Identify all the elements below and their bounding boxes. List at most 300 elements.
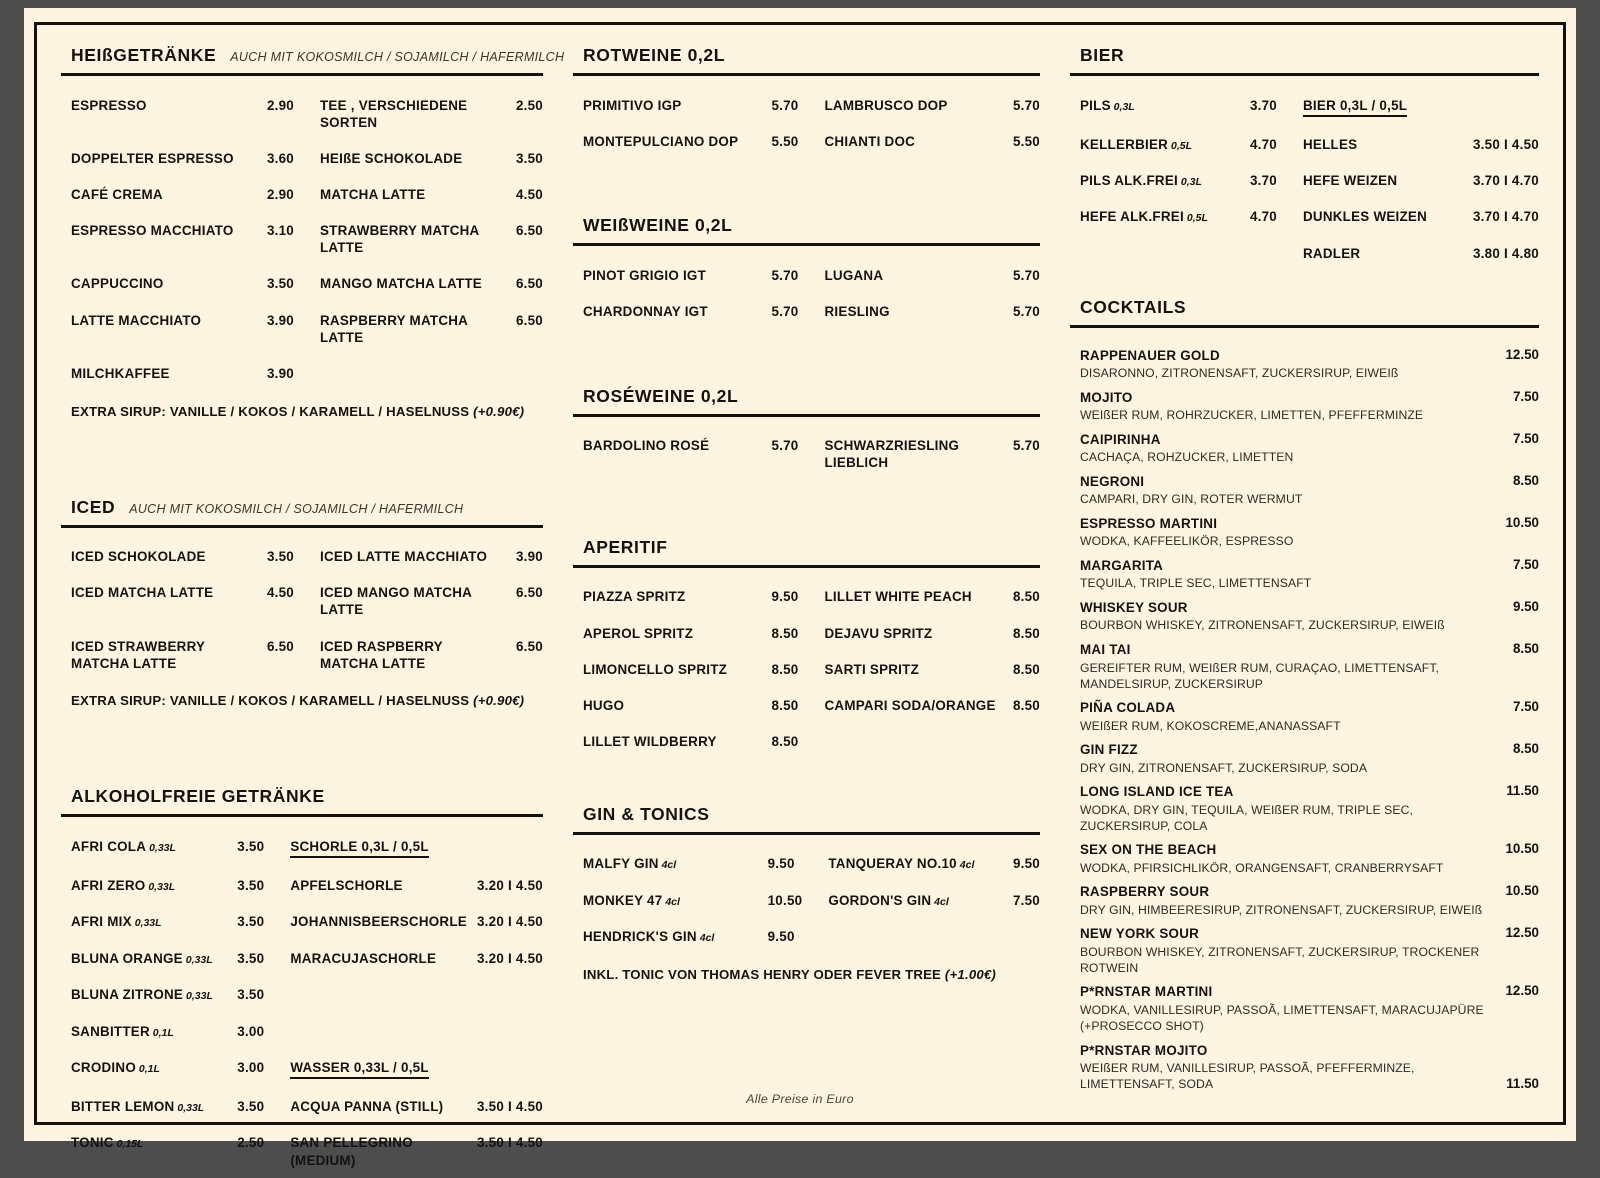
item-name: DEJAVU SPRITZ	[824, 625, 933, 641]
cocktail-row	[1070, 339, 1539, 381]
item-name: RADLER	[1303, 245, 1361, 261]
section-gin-tonics	[573, 804, 1040, 982]
cocktail-description: TEQUILA, TRIPLE SEC, LIMETTENSAFT	[1080, 576, 1312, 591]
spacer	[573, 760, 1040, 804]
item-price: 4.70	[1249, 209, 1277, 225]
white-wine-grid	[573, 257, 1040, 329]
cocktail-price: 10.50	[1505, 515, 1539, 531]
section-rule	[1070, 73, 1539, 76]
cocktail-row	[1070, 1034, 1539, 1092]
item-volume: 0,3L	[1177, 175, 1202, 188]
item-price: 2.90	[266, 186, 294, 202]
item-name: AFRI MIX 0,33L	[71, 914, 162, 930]
cocktail-name: P*RNSTAR MOJITO	[1080, 1042, 1208, 1058]
spacer	[573, 330, 1040, 386]
item-price: 6.50	[515, 585, 543, 601]
item-name: AFRI COLA 0,33L	[71, 838, 176, 854]
item-price: 3.50	[515, 150, 543, 166]
item-volume: 0,1L	[149, 1026, 174, 1039]
cocktail-price: 8.50	[1512, 741, 1539, 757]
item-name: KELLERBIER 0,5L	[1080, 136, 1192, 152]
item-name: DUNKLES WEIZEN	[1303, 209, 1428, 225]
cocktail-description: BOURBON WHISKEY, ZITRONENSAFT, ZUCKERSIRUP, TROCKENER ROTWEIN	[1080, 944, 1480, 975]
section-rule	[573, 832, 1040, 835]
hot-drinks-grid	[61, 87, 543, 392]
item-volume: 0,33L	[183, 990, 213, 1003]
cocktail-name: SEX ON THE BEACH	[1080, 842, 1217, 858]
section-header	[573, 537, 1040, 565]
item-name: CHARDONNAY IGT	[583, 303, 708, 319]
item-price: 6.50	[515, 638, 543, 654]
cocktail-row	[1070, 424, 1539, 466]
cocktail-info	[1080, 983, 1505, 1034]
item-price: 4.70	[1249, 136, 1277, 152]
item-name: RIESLING	[824, 303, 890, 319]
section-title: ROSÉWEINE 0,2L	[583, 385, 739, 406]
item-price	[477, 1013, 543, 1049]
item-price: 3.20 I 4.50	[476, 950, 543, 966]
cocktail-description: DRY GIN, HIMBEERESIRUP, ZITRONENSAFT, ZUCKERSIRUP, EIWEIß	[1080, 902, 1483, 917]
item-name: AFRI ZERO 0,33L	[71, 877, 176, 893]
item-name: PRIMITIVO IGP	[583, 97, 682, 113]
sub-header-label: SCHORLE 0,3L / 0,5L	[290, 839, 428, 858]
cocktail-row	[1070, 550, 1539, 592]
cocktail-price: 8.50	[1512, 641, 1539, 657]
section-hot-drinks	[61, 45, 565, 419]
item-name: APEROL SPRITZ	[583, 625, 694, 641]
section-title: BIER	[1080, 45, 1125, 65]
section-beer	[1070, 45, 1539, 271]
item-price	[477, 977, 543, 1013]
cocktail-price: 11.50	[1506, 783, 1539, 799]
item-volume: 0,15L	[113, 1138, 144, 1151]
cocktail-name: RASPBERRY SOUR	[1080, 884, 1210, 900]
item-name: JOHANNISBEERSCHORLE	[290, 914, 467, 930]
section-note: AUCH MIT KOKOSMILCH / SOJAMILCH / HAFERMILCH	[230, 50, 565, 64]
section-note: AUCH MIT KOKOSMILCH / SOJAMILCH / HAFERMILCH	[129, 501, 464, 516]
item-price: 3.00	[237, 1060, 265, 1076]
item-price: 3.80 I 4.80	[1472, 245, 1539, 261]
item-volume: 4cl	[931, 895, 949, 908]
item-name: HEFE ALK.FREI 0,5L	[1080, 209, 1208, 225]
spacer	[61, 708, 543, 786]
cocktail-price: 8.50	[1512, 473, 1539, 489]
item-price: 3.20 I 4.50	[476, 914, 543, 930]
cocktail-row	[1070, 976, 1539, 1034]
item-name: BARDOLINO ROSÉ	[583, 438, 710, 454]
cocktail-info	[1080, 883, 1492, 918]
section-rule	[61, 814, 543, 817]
item-price	[1250, 235, 1303, 271]
cocktail-info	[1080, 515, 1303, 550]
item-volume: 0,33L	[174, 1102, 205, 1115]
cocktail-description: WODKA, KAFFEELIKÖR, ESPRESSO	[1080, 534, 1294, 549]
section-header	[61, 497, 543, 525]
item-price: 3.70	[1249, 172, 1277, 188]
footnote-emphasis: (+0.90€)	[473, 693, 525, 709]
item-name: HENDRICK'S GIN 4cl	[583, 929, 715, 945]
item-price: 3.50	[266, 549, 294, 565]
cocktail-description: WODKA, PFIRSICHLIKÖR, ORANGENSAFT, CRANBERRYSAFT	[1080, 860, 1444, 875]
section-title: COCKTAILS	[1080, 297, 1187, 318]
sub-header-label: BIER 0,3L / 0,5L	[1303, 98, 1407, 117]
item-price: 3.50	[237, 1099, 265, 1115]
cocktail-description: WEIßER RUM, ROHRZUCKER, LIMETTEN, PFEFFERMINZE	[1080, 408, 1424, 423]
item-name: BITTER LEMON 0,33L	[71, 1099, 205, 1115]
item-name: MANGO MATCHA LATTE	[320, 276, 482, 292]
section-rule	[61, 525, 543, 528]
item-volume: 0,33L	[145, 880, 176, 893]
cocktail-price: 12.50	[1505, 983, 1539, 999]
item-price: 3.50	[237, 877, 265, 893]
item-price: 3.20 I 4.50	[476, 877, 543, 893]
section-rule	[573, 565, 1040, 568]
cocktail-price: 7.50	[1512, 557, 1539, 573]
cocktail-row	[1070, 381, 1539, 423]
footnote-text: EXTRA SIRUP: VANILLE / KOKOS / KARAMELL / HASELNUSS	[71, 693, 474, 709]
cocktail-price: 7.50	[1512, 388, 1539, 404]
section-rule	[573, 243, 1040, 246]
item-price: 3.00	[237, 1023, 265, 1039]
cocktail-info	[1080, 1042, 1506, 1093]
item-price: 3.50	[237, 914, 265, 930]
item-price: 3.90	[266, 365, 294, 381]
cocktail-description: WEIßER RUM, VANILLESIRUP, PASSOÃ, PFEFFERMINZE, LIMETTENSAFT, SODA	[1080, 1061, 1415, 1092]
gin-tonics-grid	[573, 846, 1040, 955]
gin-footnote	[573, 955, 1040, 982]
section-title: GIN & TONICS	[583, 803, 710, 824]
item-name	[290, 977, 477, 1013]
sub-header	[1303, 87, 1473, 126]
cocktail-row	[1070, 692, 1539, 734]
item-name: ICED LATTE MACCHIATO	[320, 549, 488, 565]
cocktail-info	[1080, 699, 1351, 734]
cocktail-description: WODKA, DRY GIN, TEQUILA, WEIßER RUM, TRIPLE SEC, ZUCKERSIRUP, COLA	[1080, 802, 1414, 833]
cocktail-name: NEGRONI	[1080, 474, 1145, 490]
item-price: 5.70	[1012, 267, 1040, 283]
footnote-text: INKL. TONIC VON THOMAS HENRY ODER FEVER TREE	[583, 967, 945, 983]
cocktail-row	[1070, 918, 1539, 976]
item-price: 8.50	[771, 697, 799, 713]
item-price: 4.50	[266, 585, 294, 601]
item-price: 5.70	[1012, 438, 1040, 454]
item-volume: 0,1L	[135, 1063, 160, 1076]
cocktail-name: MOJITO	[1080, 389, 1133, 405]
cocktail-name: CAIPIRINHA	[1080, 432, 1161, 447]
cocktail-price: 11.50	[1506, 1076, 1539, 1092]
item-price: 9.50	[1012, 856, 1040, 872]
item-name	[1080, 235, 1250, 271]
footnote-text: EXTRA SIRUP: VANILLE / KOKOS / KARAMELL / HASELNUSS	[71, 403, 474, 419]
item-name: ICED MANGO MATCHA LATTE	[320, 585, 472, 618]
section-rule	[573, 73, 1040, 76]
section-title: ROTWEINE 0,2L	[583, 45, 725, 65]
item-price: 3.50	[237, 838, 265, 854]
item-price: 4.50	[515, 186, 543, 202]
section-softdrinks	[61, 786, 543, 1178]
cocktail-row	[1070, 776, 1539, 834]
menu-columns	[61, 45, 1539, 1168]
item-price: 3.10	[266, 223, 294, 239]
item-name: PIAZZA SPRITZ	[583, 589, 686, 605]
item-price: 3.50 I 4.50	[1472, 136, 1539, 152]
cocktail-info	[1080, 347, 1408, 382]
section-header	[61, 45, 565, 73]
cocktail-row	[1070, 592, 1539, 634]
item-name: DOPPELTER ESPRESSO	[71, 150, 234, 166]
item-name	[828, 919, 1013, 955]
section-header	[1070, 45, 1539, 73]
section-title: ICED	[71, 496, 116, 517]
item-price: 3.50 I 4.50	[476, 1135, 543, 1151]
item-price: 9.50	[767, 856, 795, 872]
item-price: 6.50	[515, 223, 543, 239]
item-price	[477, 828, 543, 864]
sub-header-label: WASSER 0,33L / 0,5L	[290, 1060, 428, 1079]
item-name: TANQUERAY NO.10 4cl	[828, 856, 975, 872]
item-name: LILLET WHITE PEACH	[824, 589, 972, 605]
sub-header	[290, 828, 477, 867]
iced-footnote	[61, 681, 543, 708]
menu-page	[34, 22, 1566, 1168]
section-cocktails	[1070, 297, 1539, 1092]
cocktail-info	[1080, 389, 1433, 424]
cocktail-name: GIN FIZZ	[1080, 742, 1138, 758]
item-name: HUGO	[583, 697, 625, 713]
cocktail-row	[1070, 734, 1539, 776]
item-price: 3.90	[515, 549, 543, 565]
section-header	[573, 215, 1040, 243]
item-name: ESPRESSO	[71, 97, 147, 113]
cocktail-price: 10.50	[1505, 883, 1539, 899]
item-name: SAN PELLEGRINO (MEDIUM)	[290, 1135, 413, 1168]
footnote-emphasis: (+1.00€)	[944, 967, 997, 983]
item-price: 9.50	[767, 929, 795, 945]
cocktail-description: BOURBON WHISKEY, ZITRONENSAFT, ZUCKERSIRUP, EIWEIß	[1080, 618, 1445, 633]
item-price: 5.70	[1012, 97, 1040, 113]
item-name: HELLES	[1303, 136, 1358, 152]
cocktail-price: 10.50	[1505, 841, 1539, 857]
item-name: MARACUJASCHORLE	[290, 950, 437, 966]
cocktail-info	[1080, 741, 1377, 776]
item-volume: 4cl	[696, 932, 715, 945]
item-name: MALFY GIN 4cl	[583, 856, 677, 872]
item-name	[825, 724, 1013, 760]
sub-header	[290, 1050, 477, 1089]
section-iced	[61, 497, 543, 709]
item-name: RASPBERRY MATCHA LATTE	[320, 312, 468, 345]
rose-wine-grid	[573, 428, 1040, 481]
section-rule	[573, 414, 1040, 417]
section-header	[61, 786, 543, 814]
cocktail-description: GEREIFTER RUM, WEIßER RUM, CURAÇAO, LIMETTENSAFT, MANDELSIRUP, ZUCKERSIRUP	[1080, 660, 1440, 691]
cocktails-list	[1070, 339, 1539, 1092]
section-title: ALKOHOLFREIE GETRÄNKE	[71, 786, 325, 807]
item-price: 5.70	[771, 267, 799, 283]
column-right	[1058, 45, 1539, 1112]
item-price: 6.50	[515, 276, 543, 292]
cocktail-name: WHISKEY SOUR	[1080, 600, 1188, 616]
cocktail-price: 7.50	[1512, 699, 1539, 715]
item-name: CHIANTI DOC	[824, 133, 916, 149]
item-name: HEFE WEIZEN	[1303, 172, 1398, 188]
cocktail-row	[1070, 466, 1539, 508]
item-price: 5.50	[771, 133, 799, 149]
item-name: ACQUA PANNA (STILL)	[290, 1099, 444, 1115]
item-name: ICED RASPBERRY MATCHA LATTE	[320, 638, 443, 671]
item-name: LILLET WILDBERRY	[583, 734, 717, 750]
cocktail-name: PIÑA COLADA	[1080, 700, 1176, 716]
cocktail-info	[1080, 783, 1506, 834]
section-title: APERITIF	[583, 536, 668, 557]
spacer	[1070, 271, 1539, 297]
footnote-emphasis: (+0.90€)	[473, 403, 525, 419]
item-name: SARTI SPRITZ	[824, 661, 920, 677]
item-price: 8.50	[1012, 625, 1040, 641]
cocktail-name: NEW YORK SOUR	[1080, 926, 1200, 942]
aperitif-grid	[573, 579, 1040, 760]
item-name: PILS 0,3L	[1080, 97, 1135, 113]
item-name: TONIC 0,15L	[71, 1135, 144, 1151]
cocktail-info	[1080, 641, 1513, 692]
item-name	[290, 1013, 477, 1049]
cocktail-price: 9.50	[1512, 599, 1539, 615]
item-name: LUGANA	[824, 267, 884, 283]
cocktail-info	[1080, 431, 1303, 466]
cocktail-price: 12.50	[1505, 925, 1539, 941]
cocktail-name: ESPRESSO MARTINI	[1080, 516, 1218, 532]
item-volume: 4cl	[956, 859, 975, 872]
item-name: ICED MATCHA LATTE	[71, 585, 214, 601]
item-price: 5.70	[1012, 303, 1040, 319]
item-price: 5.70	[771, 438, 799, 454]
item-price: 8.50	[1012, 589, 1040, 605]
item-price: 2.50	[237, 1135, 265, 1151]
item-price	[1013, 919, 1040, 955]
price-note: Alle Preise in Euro	[746, 1092, 854, 1106]
item-name: GORDON'S GIN 4cl	[828, 892, 949, 908]
cocktail-description: DISARONNO, ZITRONENSAFT, ZUCKERSIRUP, EIWEIß	[1080, 366, 1399, 381]
item-volume: 0,33L	[131, 917, 162, 930]
item-name: APFELSCHORLE	[290, 877, 403, 893]
column-middle	[561, 45, 1058, 1112]
section-header	[573, 804, 1040, 832]
item-name: PINOT GRIGIO IGT	[583, 267, 707, 283]
item-price: 8.50	[771, 625, 799, 641]
item-name: MONKEY 47 4cl	[583, 892, 680, 908]
cocktail-name: P*RNSTAR MARTINI	[1080, 984, 1213, 1000]
item-name: PILS ALK.FREI 0,3L	[1080, 172, 1202, 188]
cocktail-info	[1080, 925, 1505, 976]
section-rose-wine	[573, 386, 1040, 481]
section-red-wine	[573, 45, 1040, 159]
cocktail-description: DRY GIN, ZITRONENSAFT, ZUCKERSIRUP, SODA	[1080, 760, 1368, 775]
item-price	[1473, 87, 1539, 123]
item-name: ESPRESSO MACCHIATO	[71, 223, 234, 239]
cocktail-name: LONG ISLAND ICE TEA	[1080, 784, 1234, 800]
item-price: 8.50	[771, 734, 799, 750]
item-name: MONTEPULCIANO DOP	[583, 133, 739, 149]
item-volume: 4cl	[662, 895, 680, 908]
spacer	[61, 419, 543, 497]
item-price	[516, 355, 543, 391]
item-price: 8.50	[1012, 661, 1040, 677]
section-aperitif	[573, 537, 1040, 760]
item-name: TEE , VERSCHIEDENE SORTEN	[320, 97, 468, 130]
cocktail-row	[1070, 834, 1539, 876]
item-price: 3.50	[237, 987, 265, 1003]
cocktail-name: RAPPENAUER GOLD	[1080, 347, 1220, 363]
section-rule	[61, 73, 543, 76]
item-price: 5.50	[1012, 133, 1040, 149]
item-price: 3.70	[1249, 97, 1277, 113]
hot-drinks-footnote	[61, 392, 543, 419]
item-price: 6.50	[266, 638, 294, 654]
item-name: SANBITTER 0,1L	[71, 1023, 174, 1039]
red-wine-grid	[573, 87, 1040, 159]
cocktail-info	[1080, 841, 1453, 876]
section-header	[573, 45, 1040, 73]
cocktail-price: 12.50	[1505, 346, 1539, 362]
cocktail-row	[1070, 508, 1539, 550]
item-volume: 0,33L	[146, 841, 176, 854]
cocktail-name: MAI TAI	[1080, 642, 1131, 658]
item-price: 3.50	[266, 276, 294, 292]
cocktail-row	[1070, 876, 1539, 918]
item-price	[1013, 724, 1040, 760]
item-name: HEIßE SCHOKOLADE	[320, 150, 463, 166]
cocktail-description: WODKA, VANILLESIRUP, PASSOÃ, LIMETTENSAFT, MARACUJAPÜRE (+PROSECCO SHOT)	[1080, 1002, 1484, 1033]
item-name	[320, 355, 516, 391]
item-price: 6.50	[515, 312, 543, 328]
item-price: 2.50	[515, 97, 543, 113]
item-name: LIMONCELLO SPRITZ	[583, 661, 728, 677]
item-volume: 0,5L	[1183, 212, 1208, 225]
item-price: 3.50 I 4.50	[476, 1099, 543, 1115]
item-price: 3.50	[237, 950, 265, 966]
item-price: 5.70	[771, 97, 799, 113]
item-name: CRODINO 0,1L	[71, 1060, 160, 1076]
section-rule	[1070, 325, 1539, 328]
item-price: 7.50	[1012, 892, 1040, 908]
item-name: BLUNA ORANGE 0,33L	[71, 950, 213, 966]
item-price: 3.60	[266, 150, 294, 166]
item-name: LATTE MACCHIATO	[71, 312, 202, 328]
item-name: MATCHA LATTE	[320, 186, 426, 202]
item-name: LAMBRUSCO DOP	[824, 97, 948, 113]
column-left	[61, 45, 565, 1168]
cocktail-price: 7.50	[1512, 431, 1539, 446]
cocktail-name: MARGARITA	[1080, 558, 1164, 574]
menu-outer-frame	[24, 8, 1576, 1168]
section-title: HEIßGETRÄNKE	[71, 45, 217, 65]
iced-grid	[61, 539, 543, 682]
item-price: 3.70 I 4.70	[1472, 209, 1539, 225]
item-name: CAMPARI SODA/ORANGE	[824, 697, 996, 713]
item-price: 8.50	[771, 661, 799, 677]
section-title: WEIßWEINE 0,2L	[583, 215, 733, 236]
cocktail-row	[1070, 634, 1539, 692]
cocktail-description: WEIßER RUM, KOKOSCREME,ANANASSAFT	[1080, 718, 1341, 733]
item-name: ICED SCHOKOLADE	[71, 549, 206, 565]
section-header	[573, 386, 1040, 414]
item-name: STRAWBERRY MATCHA LATTE	[320, 223, 479, 256]
item-volume: 4cl	[658, 859, 677, 872]
item-name: ICED STRAWBERRY MATCHA LATTE	[71, 638, 206, 671]
spacer	[573, 481, 1040, 537]
item-price	[477, 1050, 543, 1086]
cocktail-description: CACHAÇA, ROHZUCKER, LIMETTEN	[1080, 450, 1294, 465]
